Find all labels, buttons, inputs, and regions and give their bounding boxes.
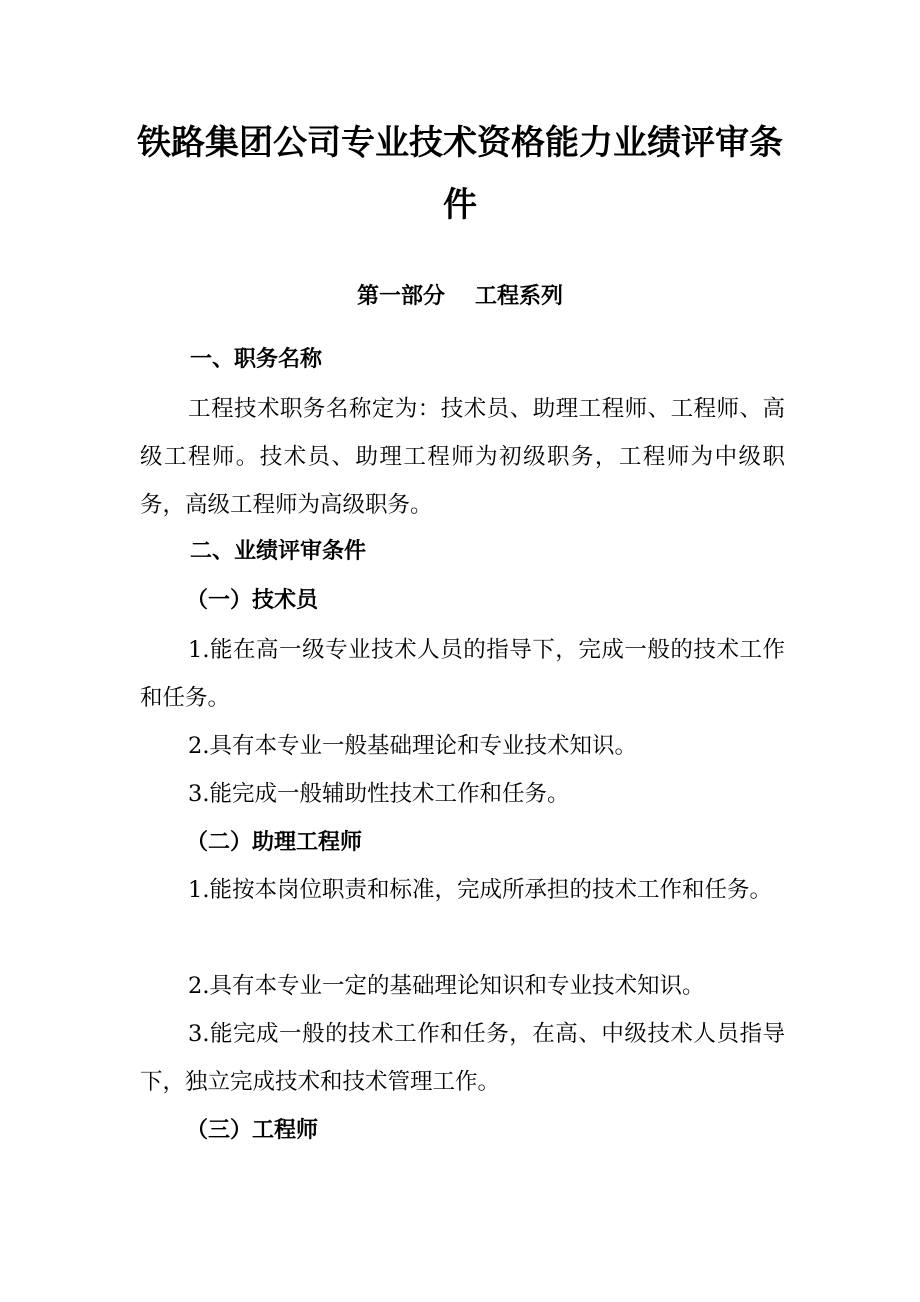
assistant-engineer-item-1: 1.能按本岗位职责和标准，完成所承担的技术工作和任务。	[188, 877, 772, 903]
part-name: 工程系列	[475, 284, 564, 309]
assistant-engineer-item-2: 2.具有本专业一定的基础理论知识和专业技术知识。	[188, 973, 705, 999]
paragraph-job-titles: 工程技术职务名称定为：技术员、助理工程师、工程师、高级工程师。技术员、助理工程师为初级职务，工程师为中级职务，高级工程师为高级职务。	[140, 396, 785, 518]
part-number: 第一部分	[356, 284, 445, 309]
technician-item-2: 2.具有本专业一般基础理论和专业技术知识。	[188, 733, 637, 759]
section-heading-review-conditions: 二、业绩评审条件	[190, 539, 367, 564]
document-title: 铁路集团公司专业技术资格能力业绩评审条件	[137, 123, 783, 225]
part-heading	[0, 280, 920, 314]
section-heading-job-titles: 一、职务名称	[190, 347, 323, 372]
subsection-heading-technician: （一）技术员	[186, 588, 319, 613]
assistant-engineer-item-3: 3.能完成一般的技术工作和任务，在高、中级技术人员指导下，独立完成技术和技术管理工作。	[140, 1021, 785, 1095]
subsection-heading-engineer: （三）工程师	[186, 1118, 319, 1143]
subsection-heading-assistant-engineer: （二）助理工程师	[186, 830, 363, 855]
technician-item-1: 1.能在高一级专业技术人员的指导下，完成一般的技术工作和任务。	[140, 637, 785, 711]
technician-item-3: 3.能完成一般辅助性技术工作和任务。	[188, 781, 570, 807]
